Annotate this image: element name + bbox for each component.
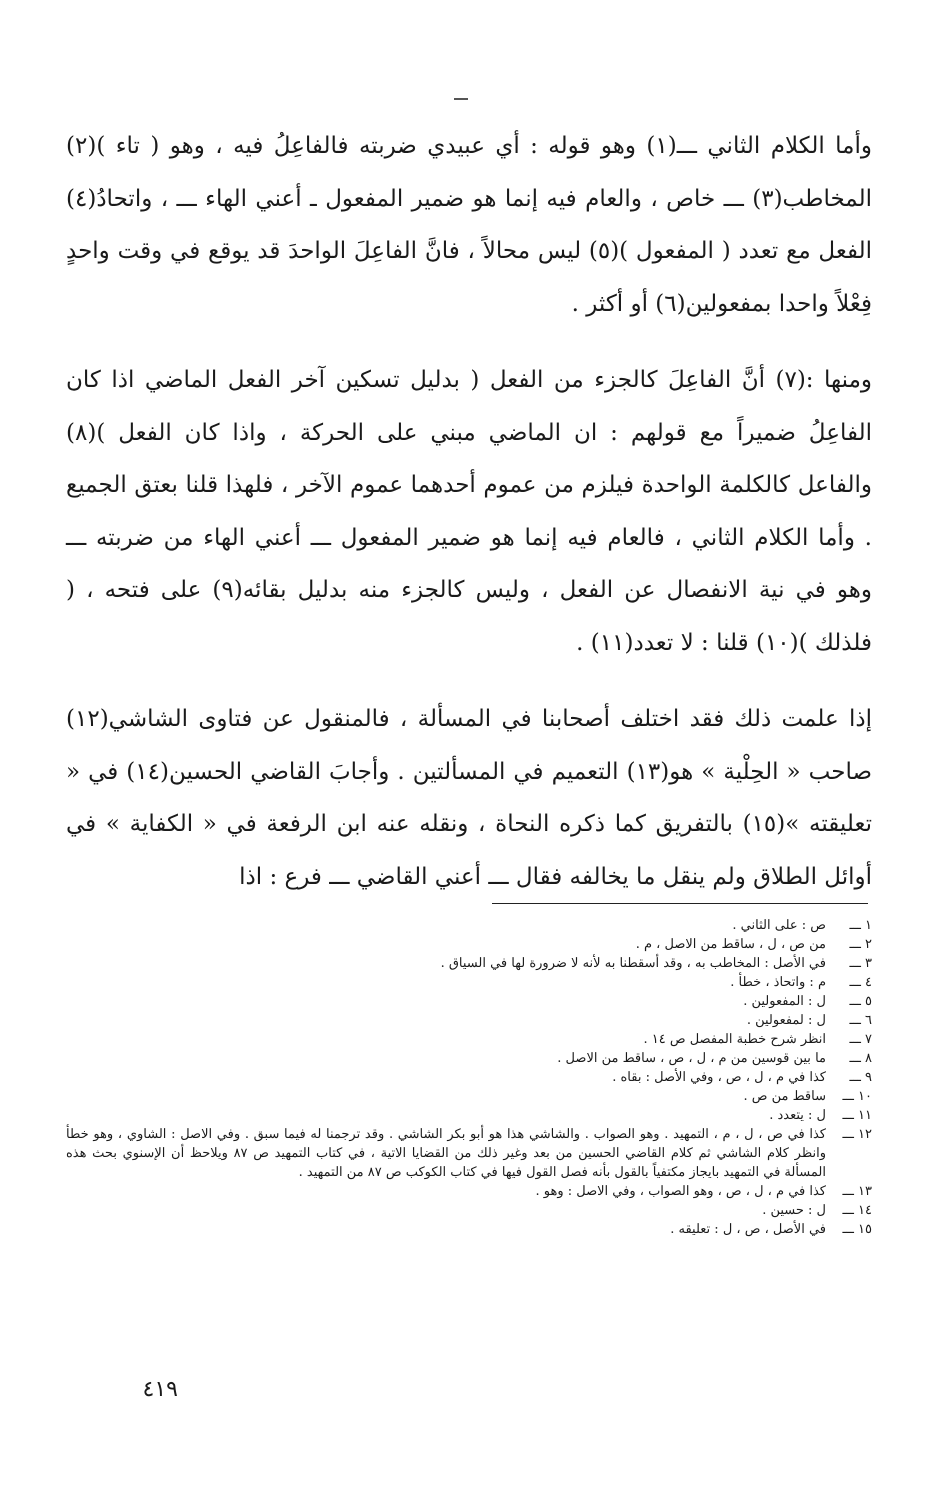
paragraph-1: وأما الكلام الثاني ـــ(١) وهو قوله : أي عبيدي ضربته فالفاعِلُ فيه ، وهو ( تاء )(٢) المخاطب(٣) ـــ خاص ، والعام فيه إنما هو ضمير المفعول ـ أعني الهاء ـــ ، واتحادُ(٤) الفعل مع تعدد ( المفعول )(٥) ليس محالاً ، فانَّ الفاعِلَ الواحدَ قد يوقع في وقت واحدٍ فِعْلاً واحدا بمفعولين(٦) أو أكثر . xyxy=(66,133,872,317)
page-number: ٤١٩ xyxy=(142,1377,178,1402)
footnote-number: ١١ ـــ xyxy=(842,1108,872,1123)
footnote-number: ٨ ـــ xyxy=(849,1051,872,1066)
footnote-text: ما بين قوسين من م ، ل ، ص ، ساقط من الاصل . xyxy=(557,1051,826,1066)
footnote-number: ١٤ ـــ xyxy=(842,1203,872,1218)
footnote-number: ٢ ـــ xyxy=(849,937,872,952)
footnote-text: ل : لمفعولين . xyxy=(746,1013,826,1028)
footnote-text: انظر شرح خطبة المفصل ص ١٤ . xyxy=(643,1032,826,1047)
footnotes-list xyxy=(66,916,872,1239)
footnote-10 xyxy=(66,1087,872,1106)
footnote-number: ٤ ـــ xyxy=(849,975,872,990)
top-mark xyxy=(454,98,468,100)
footnote-text: م : واتحاذ ، خطأ . xyxy=(730,975,826,990)
footnote-text: كذا في م ، ل ، ص ، وهو الصواب ، وفي الاصل : وهو . xyxy=(535,1184,826,1199)
footnote-number: ٦ ـــ xyxy=(849,1013,872,1028)
footnote-text: كذا في م ، ل ، ص ، وفي الأصل : بقاه . xyxy=(612,1070,826,1085)
main-text xyxy=(66,120,872,903)
footnote-9 xyxy=(66,1068,872,1087)
footnote-number: ١٣ ـــ xyxy=(842,1184,872,1199)
footnote-4 xyxy=(66,973,872,992)
footnote-3 xyxy=(66,954,872,973)
footnote-text: كذا في ص ، ل ، م ، التمهيد . وهو الصواب . والشاشي هذا هو أبو بكر الشاشي . وقد ترجمنا له فيما سبق . وفي الاصل : الشاوي ، وهو خطأ وانظر كلام الشاشي ثم كلام القاضي الحسين من بعد وغير ذلك من القضايا الاتية ، في كتاب التمهيد ص ٨٧ ويلاحظ أن الإسنوي بحث هذه المسألة في التمهيد بايجاز مكتفياً بالقول بأنه فصل القول فيها في كتاب الكوكب ص ٨٧ من التمهيد . xyxy=(66,1127,826,1180)
footnote-number: ٥ ـــ xyxy=(849,994,872,1009)
footnote-15 xyxy=(66,1220,872,1239)
footnote-13 xyxy=(66,1182,872,1201)
footnote-text: ل : المفعولين . xyxy=(743,994,826,1009)
footnote-5 xyxy=(66,992,872,1011)
footnote-number: ١ ـــ xyxy=(849,918,872,933)
footnote-text: ل : حسين . xyxy=(762,1203,826,1218)
footnote-6 xyxy=(66,1011,872,1030)
footnote-text: في الأصل ، ص ، ل : تعليقه . xyxy=(670,1222,826,1237)
footnote-12 xyxy=(66,1125,872,1182)
footnote-text: ص : على الثاني . xyxy=(732,918,826,933)
footnote-separator xyxy=(492,903,868,904)
footnote-number: ١٥ ـــ xyxy=(842,1222,872,1237)
footnote-1 xyxy=(66,916,872,935)
footnote-11 xyxy=(66,1106,872,1125)
footnote-text: ساقط من ص . xyxy=(743,1089,826,1104)
footnote-number: ١٢ ـــ xyxy=(842,1127,872,1142)
footnote-8 xyxy=(66,1049,872,1068)
footnote-14 xyxy=(66,1201,872,1220)
footnote-text: ل : يتعدد . xyxy=(769,1108,826,1123)
paragraph-2: ومنها :(٧) أنَّ الفاعِلَ كالجزء من الفعل ( بدليل تسكين آخر الفعل الماضي اذا كان الفاعِلُ ضميراً مع قولهم : ان الماضي مبني على الحركة ، واذا كان الفعل )(٨) والفاعل كالكلمة الواحدة فيلزم من عموم أحدهما عموم الآخر ، فلهذا قلنا بعتق الجميع . وأما الكلام الثاني ، فالعام فيه إنما هو ضمير المفعول ـــ أعني الهاء من ضربته ـــ وهو في نية الانفصال عن الفعل ، وليس كالجزء منه بدليل بقائه(٩) على فتحه ، ( فلذلك )(١٠) قلنا : لا تعدد(١١) . xyxy=(66,367,872,656)
footnote-number: ٩ ـــ xyxy=(849,1070,872,1085)
footnote-number: ٣ ـــ xyxy=(849,956,872,971)
footnote-text: في الأصل : المخاطب به ، وقد أسقطنا به لأنه لا ضرورة لها في السياق . xyxy=(440,956,826,971)
footnote-2 xyxy=(66,935,872,954)
paragraph-3: إذا علمت ذلك فقد اختلف أصحابنا في المسألة ، فالمنقول عن فتاوى الشاشي(١٢) صاحب « الحِلْية » هو(١٣) التعميم في المسألتين . وأجابَ القاضي الحسين(١٤) في « تعليقته »(١٥) بالتفريق كما ذكره النحاة ، ونقله عنه ابن الرفعة في « الكفاية » في أوائل الطلاق ولم ينقل ما يخالفه فقال ـــ أعني القاضي ـــ فرع : اذا xyxy=(66,706,872,890)
footnote-7 xyxy=(66,1030,872,1049)
footnote-number: ١٠ ـــ xyxy=(842,1089,872,1104)
footnote-text: من ص ، ل ، ساقط من الاصل ، م . xyxy=(635,937,826,952)
footnote-number: ٧ ـــ xyxy=(849,1032,872,1047)
